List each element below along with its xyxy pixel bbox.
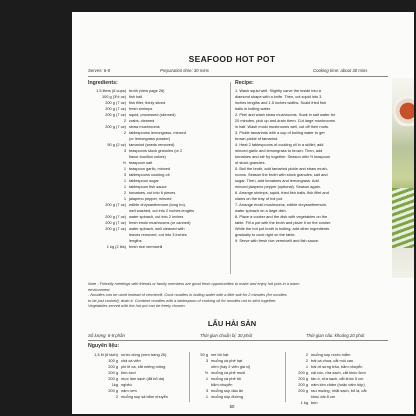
ingredients-list-en xyxy=(88,88,226,250)
recipe-step-line: rooms. Season the broth with stock granules, salt and xyxy=(235,172,328,178)
ingredient-description: crabs, cleaned xyxy=(129,118,155,124)
ingredient-quantity: 200 g (7 oz) xyxy=(105,100,126,106)
recipe-step-line: 6. Arrange shrimps, squid, fried fish balls, fish fillet and xyxy=(235,190,329,196)
recipe-note xyxy=(88,281,388,309)
ingredient-description: cải cúc, rửa sạch, cắt khúc 5cm xyxy=(311,370,366,376)
ingredient-description: nước dùng (xem trang 26) xyxy=(121,352,167,357)
note-line: environment. xyxy=(88,286,111,292)
ingredient-quantity: 200 g (7 oz) xyxy=(105,124,126,130)
ingredient-description: fresh rice vermicelli xyxy=(129,244,163,250)
ingredient-quantity: 1 xyxy=(123,196,126,202)
recipe-step-line: in half. Wash enoki mushrooms well, cut off their roots. xyxy=(235,124,330,130)
ingredient-quantity: ½ xyxy=(122,160,126,166)
recipe-heading-en: Recipe: xyxy=(235,80,254,86)
recipe-step-line: of stock granules. xyxy=(235,160,266,166)
recipe-step-line: table. Fill a pot with the broth and place it on the cooker. xyxy=(235,220,332,226)
ingredient-description: jalapeno pepper, minced xyxy=(129,196,172,202)
ingredient-quantity: 1 xyxy=(123,184,126,190)
cookbook-page xyxy=(72,12,414,414)
ingredient-quantity: 200 g xyxy=(108,376,118,382)
ingredient-quantity: 1 xyxy=(205,394,208,400)
ingredient-description: straw mushrooms xyxy=(129,124,160,130)
ingredient-description: muỗng súp nước mắm xyxy=(311,352,351,357)
ingredient-description: leaves removed, cut into 3 inches xyxy=(129,232,187,238)
recipe-step-line: 9. Serve with fresh rice vermicelli and fish sauce. xyxy=(235,238,320,244)
ingredient-quantity: 1 kg xyxy=(300,400,308,406)
ingredient-description: bằm nhuyễn xyxy=(211,382,233,388)
ingredient-description: fish ball xyxy=(129,94,143,100)
vegetables-image xyxy=(392,188,414,248)
ingredient-description: tablespoons cooking oil xyxy=(129,172,170,178)
ingredient-row xyxy=(192,394,284,400)
ingredient-description: water spinach, cut into 2 inches xyxy=(129,214,184,220)
recipe-step-line: diamond shape with a knife. Then, cut squid into 3 xyxy=(235,94,322,100)
ingredient-quantity: 200 g xyxy=(298,382,308,388)
recipe-step-line: tomatoes and stir fry together. Season with ½ teaspoon xyxy=(235,154,331,160)
ingredients-vi-col2 xyxy=(192,352,284,400)
ingredient-quantity: 200 g xyxy=(298,370,308,376)
ingredient-quantity: 100 g xyxy=(108,358,118,364)
ingredient-description: muỗng cà phê hạt xyxy=(211,358,243,364)
recipe-step-line: sugar. Then, add tomatoes and lemongrass. Add xyxy=(235,178,319,184)
ingredients-heading-vi: Nguyên liệu: xyxy=(88,343,120,349)
ingredient-quantity: 50 g (2 oz) xyxy=(107,142,126,148)
ingredient-description: tablespoon sugar xyxy=(129,178,159,184)
ingredient-description: fresh enoki mushrooms (or canned) xyxy=(129,220,191,226)
recipe-step-line: balls in boiling water. xyxy=(235,106,271,112)
ingredient-description: mực làm sạch (đã bỏ da) xyxy=(121,376,165,382)
ingredient-description: tablespoon fish sauce xyxy=(129,184,167,190)
ingredient-description: nấm rơm xyxy=(121,388,137,394)
ingredient-quantity: 1 xyxy=(305,364,308,370)
ingredient-quantity: 3 xyxy=(123,172,126,178)
cook-time-en: Cooking time: about 30 mins xyxy=(313,68,368,73)
ingredient-description: flavor bouillon cubes) xyxy=(129,154,166,160)
recipe-step-line: 3. Pickle tamarinds with a cup of boiling water to get xyxy=(235,130,325,136)
page-number: 50 xyxy=(229,404,235,409)
note-line: - Noodles can be used instead of vermicelli. Cook noodles in boiling water with a little salt for 2 minutes (for noodles xyxy=(88,292,287,298)
hotpot-photo xyxy=(392,78,414,278)
ingredient-quantity: ½ xyxy=(204,370,208,376)
recipe-step-line: inches lengths and 1.5 inches widths. Scald fried fish xyxy=(235,100,327,106)
recipe-step-line: 8. Place a cooker and the dish with vegetables on the xyxy=(235,214,328,220)
ingredient-quantity: 200 g (7 oz) xyxy=(105,106,126,112)
ingredient-quantity: 2 xyxy=(123,118,126,124)
ingredient-quantity: 200 g (7 oz) xyxy=(105,202,126,208)
ingredient-description: broth (view page 26) xyxy=(129,88,165,93)
serves-en: Serves: 6-8 xyxy=(88,68,110,73)
ingredient-quantity: 2 xyxy=(305,358,308,364)
recipe-title-vi: LẨU HẢI SẢN xyxy=(207,319,257,328)
prep-time-vi: Thời gian chuẩn bị: 30 phút xyxy=(200,333,253,338)
ingredient-row xyxy=(88,394,188,400)
ingredient-quantity: 1.5 liters (6 cups) xyxy=(96,88,126,93)
ingredient-quantity: 200 g xyxy=(108,364,118,370)
ingredient-description: (or lemongrass powder) xyxy=(129,136,171,142)
ingredient-description: muỗng cà phê muối xyxy=(211,370,246,376)
ingredients-vi-col1 xyxy=(88,352,188,400)
ingredient-description: phi lê cá, xắt miếng mỏng xyxy=(121,364,166,370)
ingredient-quantity: 2 xyxy=(123,130,126,136)
ingredients-vi-col3 xyxy=(288,352,392,406)
prep-time-en: Preparation time: 30 mins xyxy=(160,68,209,73)
ingredient-quantity: 3 xyxy=(123,148,126,154)
ingredient-description: lengths xyxy=(129,238,142,244)
cook-time-vi: Thời gian nấu: khoảng 20 phút xyxy=(306,333,365,338)
recipe-step-line: 20 minutes, pick up and drain them. Cut large mushrooms xyxy=(235,118,335,124)
note-line: to be just cooked), drain it. Combine noodles with a tablespoon of cooking oil for noodles not to stick together. xyxy=(88,297,277,303)
ingredient-quantity: 2 xyxy=(123,190,126,196)
ingredient-description: muỗng cà phê tỏi xyxy=(211,376,241,382)
note-line: Vegetables served with the hot pot can be freely chosen. xyxy=(88,303,186,309)
recipe-steps-en xyxy=(235,88,385,244)
ingredient-description: trái ớt sừng trâu, bằm nhuyễn xyxy=(311,364,363,370)
recipe-step-line: minced garlic and lemongrass to brown. Then, add xyxy=(235,148,323,154)
ingredient-quantity: 1 xyxy=(205,376,208,382)
ingredient-description: squid, processed (skinned) xyxy=(129,112,176,118)
recipe-step-line: brown pickle of tamarind. xyxy=(235,136,279,142)
ingredient-quantity: 1 xyxy=(123,166,126,172)
recipe-step-line: 5. Boil the broth, add tamarind pickle and straw mush- xyxy=(235,166,328,172)
ingredient-quantity: 1 xyxy=(123,178,126,184)
ingredient-quantity: 1kg xyxy=(111,382,118,388)
column-divider xyxy=(230,82,231,274)
ingredient-quantity: 50 g xyxy=(200,352,208,357)
vi-divider-2 xyxy=(285,352,286,402)
ingredient-quantity: 200 g xyxy=(298,388,308,394)
recipe-step-line: minced jalapeno pepper (optional). Season again. xyxy=(235,184,321,190)
ingredient-description: fresh shrimps xyxy=(129,106,153,112)
sauce-bowl-image xyxy=(394,96,414,126)
ingredient-description: muỗng súp dầu ăn xyxy=(211,388,244,394)
note-line: Note - Friendly meetings with friends or family members are good fresh opportunities to make and enjoy hot pots in a warm xyxy=(88,281,300,286)
ingredient-quantity: 3 xyxy=(205,388,208,394)
ingredient-quantity: 1,5 lít (6 tách) xyxy=(94,352,118,357)
ingredient-description: tablespoons lemongrass, minced xyxy=(129,130,186,136)
ingredient-description: bún xyxy=(311,400,318,406)
ingredient-description: tần ô, rửa sạch, cắt khúc 5 cm xyxy=(311,376,364,382)
ingredient-description: me bỏ hạt xyxy=(211,352,229,357)
ingredient-description: water spinach, well cleaned with xyxy=(129,226,185,232)
ingredient-quantity: 2 xyxy=(305,352,308,357)
serves-vi: Số lượng: 6-8 phần xyxy=(88,333,125,338)
ingredient-description: tamarind (seeds removed) xyxy=(129,142,175,148)
ingredient-description: tôm tươi xyxy=(121,370,136,376)
ingredient-description: fish fillet, thinly sliced xyxy=(129,100,166,106)
recipe-step-line: 4. Heat 2 tablespoons of cooking oil in a skillet, add xyxy=(235,142,324,148)
header-rule-vi xyxy=(88,340,388,341)
ingredient-description: nghêu xyxy=(121,382,132,388)
ingredient-quantity: 200 g xyxy=(298,376,308,382)
ingredient-description: well washed, cut into 2 inches lengths xyxy=(129,208,195,214)
ingredient-quantity: 3 xyxy=(205,358,208,364)
ingredient-description: muỗng súp đường xyxy=(211,394,243,400)
ingredient-quantity: 200 g (7 oz) xyxy=(105,226,126,232)
vi-divider-1 xyxy=(189,352,190,402)
ingredient-description: khúc dài 8 cm xyxy=(311,394,336,400)
ingredient-quantity: 200 g xyxy=(108,370,118,376)
ingredient-quantity: 100 g (3½ oz) xyxy=(101,94,126,100)
ingredient-row xyxy=(88,244,226,250)
ingredient-description: teaspoon salt xyxy=(129,160,153,166)
recipe-step-line: gradually to cook right on the table. xyxy=(235,232,296,238)
header-rule-en xyxy=(88,76,388,77)
ingredient-quantity: 200 g (7 oz) xyxy=(105,214,126,220)
ingredient-description: nấm kim châm (hoặc nấm hộp) xyxy=(311,382,365,388)
ingredients-heading-en: Ingredients: xyxy=(88,80,118,86)
ingredient-description: trái cà chua, cắt múi cau xyxy=(311,358,354,364)
ingredient-description: rau muống, nhặt sạch, bỏ lá, cắt xyxy=(311,388,367,394)
ingredient-description: teaspoon garlic, minced xyxy=(129,166,171,172)
recipe-step-line: 7. Arrange enoki mushrooms, edible chrysanthemum, xyxy=(235,202,328,208)
ingredient-quantity: 200 g (7 oz) xyxy=(105,112,126,118)
recipe-step-line: water spinach on a large dish. xyxy=(235,208,287,214)
ingredient-quantity: 1 kg (2 lbs) xyxy=(106,244,126,250)
recipe-step-line: 2. Peel and wash straw mushrooms. Soak in salt water for xyxy=(235,112,336,118)
ingredient-description: tomatoes, cut into 6 pieces xyxy=(129,190,176,196)
recipe-title-en: SEAFOOD HOT POT xyxy=(188,54,276,64)
recipe-step-line: clams on the tray of hot pot. xyxy=(235,196,284,202)
recipe-step-line: While the hot pot broth is boiling, add other ingredients xyxy=(235,226,330,232)
ingredient-description: teaspoons stock granules (or 2 xyxy=(129,148,183,154)
ingredient-description: edible chrysanthemum (tong ho), xyxy=(129,202,186,208)
ingredient-quantity: 200 g (7 oz) xyxy=(105,220,126,226)
ingredient-description: chả cá viên xyxy=(121,358,141,364)
ingredient-description: muỗng súp sả bằm nhuyễn xyxy=(121,394,168,400)
ingredient-quantity: 200 g xyxy=(108,388,118,394)
ingredient-description: nêm (hay 2 viên gia vị) xyxy=(211,364,251,370)
ingredient-quantity: 2 xyxy=(115,394,118,400)
recipe-step-line: 1. Wash squid well. Slightly carve the inside into a xyxy=(235,88,321,93)
